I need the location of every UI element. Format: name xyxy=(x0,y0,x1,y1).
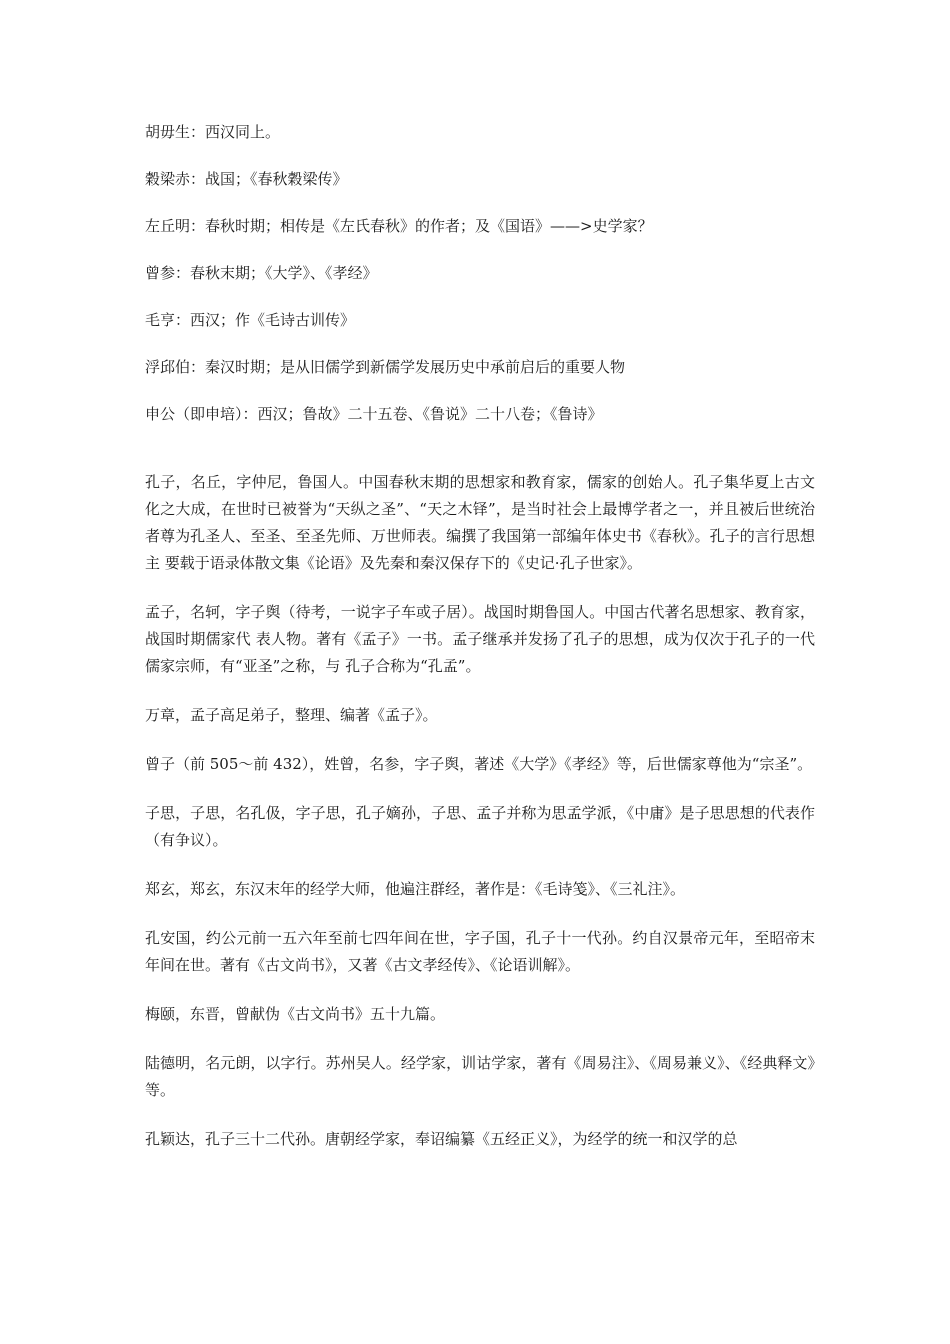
paragraph-kongangguo: 孔安国，约公元前一五六年至前七四年间在世，字子国，孔子十一代孙。约自汉景帝元年，至昭帝末年间在世。著有《古文尚书》，又著《古文孝经传》、《论语训解》。 xyxy=(145,929,815,974)
entry-guliangchi: 穀梁赤：战国；《春秋穀梁传》 xyxy=(145,170,348,188)
entry-shengong: 申公（即申培）：西汉；鲁故》二十五卷、《鲁说》二十八卷；《鲁诗》 xyxy=(145,405,603,423)
paragraph-ludeming: 陆德明，名元朗，以字行。苏州吴人。经学家，训诂学家，著有《周易注》、《周易兼义》、《经典释文》等。 xyxy=(145,1054,815,1099)
paragraph-kongyingda: 孔颖达，孔子三十二代孙。唐朝经学家，奉诏编纂《五经正义》，为经学的统一和汉学的总 xyxy=(145,1130,738,1148)
entry-zuoqiuming: 左丘明：春秋时期；相传是《左氏春秋》的作者；及《国语》——>史学家？ xyxy=(145,217,653,235)
entry-zengshen: 曾参：春秋末期；《大学》、《孝经》 xyxy=(145,264,378,282)
entry-humusheng: 胡毋生：西汉同上。 xyxy=(145,123,281,141)
document-page xyxy=(145,120,815,1175)
paragraph-meiyi: 梅颐，东晋，曾献伪《古文尚书》五十九篇。 xyxy=(145,1005,446,1023)
paragraph-mengzi: 孟子，名轲，字子舆（待考，一说字子车或子居）。战国时期鲁国人。中国古代著名思想家、教育家，战国时期儒家代 表人物。著有《孟子》一书。孟子继承并发扬了孔子的思想，成为仅次于孔子的一代儒家宗师，有“亚圣”之称，与 孔子合称为“孔孟”。 xyxy=(145,603,815,675)
paragraph-zengzi: 曾子（前 505～前 432），姓曾，名参，字子舆，著述《大学》《孝经》等，后世儒家尊他为“宗圣”。 xyxy=(145,755,813,773)
paragraph-zhengxuan: 郑玄，郑玄，东汉末年的经学大师，他遍注群经，著作是：《毛诗笺》、《三礼注》。 xyxy=(145,880,686,898)
paragraph-kongzi: 孔子，名丘，字仲尼，鲁国人。中国春秋末期的思想家和教育家，儒家的创始人。孔子集华夏上古文化之大成，在世时已被誉为“天纵之圣”、“天之木铎”，是当时社会上最博学者之一，并且被后世统治者尊为孔圣人、至圣、至圣先师、万世师表。编撰了我国第一部编年体史书《春秋》。孔子的言行思想主 要载于语录体散文集《论语》及先秦和秦汉保存下的《史记·孔子世家》。 xyxy=(145,473,815,572)
entry-maoheng: 毛亨：西汉；作《毛诗古训传》 xyxy=(145,311,356,329)
paragraph-wanzhang: 万章，孟子高足弟子，整理、编著《孟子》。 xyxy=(145,706,438,724)
paragraph-zisi: 子思，子思，名孔伋，字子思，孔子嫡孙，子思、孟子并称为思孟学派，《中庸》是子思思想的代表作（有争议）。 xyxy=(145,804,815,849)
section-gap xyxy=(145,449,815,469)
entry-fuqiubo: 浮邱伯：秦汉时期；是从旧儒学到新儒学发展历史中承前启后的重要人物 xyxy=(145,358,626,376)
